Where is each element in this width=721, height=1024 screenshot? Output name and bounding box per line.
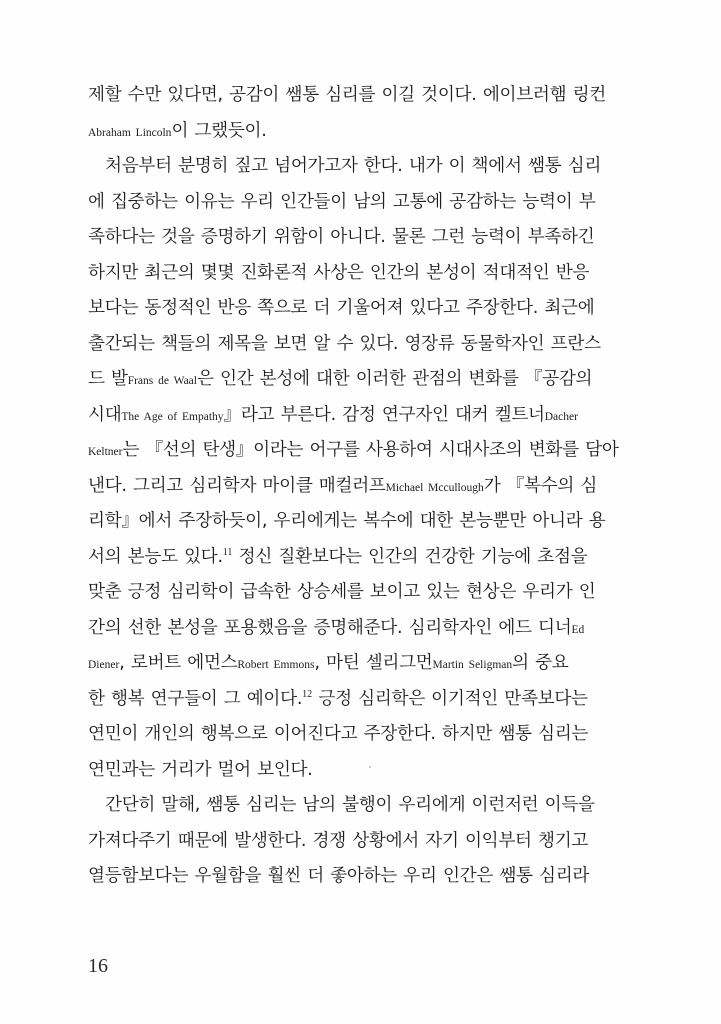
korean-text: , 로버트 에먼스 [119, 653, 238, 673]
korean-text: 간단히 말해, 쌤통 심리는 남의 불행이 우리에게 이런저런 이득을 [105, 795, 595, 815]
korean-text: 리학』에서 주장하듯이, 우리에게는 복수에 대한 본능뿐만 아니라 용 [88, 511, 606, 531]
text-line [88, 646, 648, 682]
korean-text: , 마틴 셀리그먼 [314, 653, 433, 673]
korean-text: 처음부터 분명히 짚고 넘어가고자 한다. 내가 이 책에서 쌤통 심리 [105, 156, 602, 176]
korean-text: 한 행복 연구들이 그 예이다. [88, 688, 303, 709]
text-line [88, 149, 648, 185]
korean-text: 낸다. 그리고 심리학자 마이클 매컬러프 [88, 475, 386, 496]
korean-text: 는 『선의 탄생』이라는 어구를 사용하여 시대사조의 변화를 담아 [122, 440, 619, 460]
latin-name: Michael Mccullough [385, 481, 484, 494]
text-line [88, 540, 648, 576]
text-line [88, 362, 648, 398]
text-line [88, 398, 648, 434]
latin-name: Keltner [88, 446, 123, 458]
korean-text: 출간되는 책들의 제목을 보면 알 수 있다. 영장류 동물학자인 프란스 [88, 333, 601, 354]
text-line [88, 504, 648, 540]
footnote-ref: 12 [302, 688, 313, 700]
latin-name: Dacher [544, 410, 578, 423]
text-line [88, 78, 648, 114]
korean-text: 열등함보다는 우월함을 훨씬 더 좋아하는 우리 인간은 쌤통 심리라 [88, 866, 590, 886]
korean-text: 』라고 부른다. 감정 연구자인 대커 켈트너 [223, 404, 545, 425]
korean-text: 정신 질환보다는 인간의 건강한 기능에 초점을 [232, 546, 588, 567]
korean-text: 가 『복수의 심 [483, 475, 598, 496]
korean-text: 의 중요 [512, 653, 569, 673]
latin-name: Martin Seligman [432, 659, 513, 671]
latin-name: Robert Emmons [237, 659, 315, 671]
korean-text: 간의 선한 본성을 포용했음을 증명해준다. 심리학자인 에드 디너 [88, 617, 572, 638]
korean-text: 제할 수만 있다면, 공감이 쌤통 심리를 이길 것이다. 에이브러햄 링컨 [88, 85, 607, 105]
korean-text: 긍정 심리학은 이기적인 만족보다는 [312, 688, 588, 709]
latin-name: Abraham Lincoln [88, 126, 172, 139]
latin-name: Frans de Waal [127, 375, 197, 387]
body-text [88, 78, 648, 895]
korean-text: 족하다는 것을 증명하기 위함이 아니다. 물론 그런 능력이 부족하긴 [88, 227, 595, 247]
text-line [88, 717, 648, 753]
footnote-ref: 11 [222, 546, 233, 558]
korean-text: 연민과는 거리가 멀어 보인다. [88, 759, 313, 780]
latin-name: The Age of Empathy [121, 410, 224, 423]
page-number: 16 [88, 955, 108, 977]
korean-text: 드 발 [88, 369, 128, 389]
text-line [88, 575, 648, 611]
korean-text: 하지만 최근의 몇몇 진화론적 사상은 인간의 본성이 적대적인 반응 [88, 262, 590, 283]
text-line [88, 859, 648, 895]
korean-text: 보다는 동정적인 반응 쪽으로 더 기울어져 있다고 주장한다. 최근에 [88, 298, 595, 318]
text-line [88, 788, 648, 824]
text-line [88, 433, 648, 469]
latin-name: Ed [571, 623, 585, 636]
text-line [88, 291, 648, 327]
korean-text: 맞춘 긍정 심리학이 급속한 상승세를 보이고 있는 현상은 우리가 인 [88, 582, 596, 602]
korean-text: 시대 [88, 404, 122, 425]
text-line [88, 220, 648, 256]
text-line [88, 824, 648, 860]
korean-text: 연민이 개인의 행복으로 이어진다고 주장한다. 하지만 쌤통 심리는 [88, 724, 589, 744]
text-line [88, 469, 648, 505]
korean-text: 가져다주기 때문에 발생한다. 경쟁 상황에서 자기 이익부터 챙기고 [88, 830, 589, 851]
text-line [88, 114, 648, 150]
korean-text: 에 집중하는 이유는 우리 인간들이 남의 고통에 공감하는 능력이 부 [88, 191, 596, 212]
scan-speck [369, 766, 371, 768]
text-line [88, 185, 648, 221]
text-line [88, 256, 648, 292]
korean-text: 이 그랬듯이. [171, 120, 267, 141]
korean-text: 서의 본능도 있다. [88, 546, 223, 567]
text-line [88, 327, 648, 363]
text-line [88, 611, 648, 647]
text-line [88, 753, 648, 789]
latin-name: Diener [88, 659, 120, 671]
korean-text: 은 인간 본성에 대한 이러한 관점의 변화를 『공감의 [196, 369, 593, 389]
text-line [88, 682, 648, 718]
